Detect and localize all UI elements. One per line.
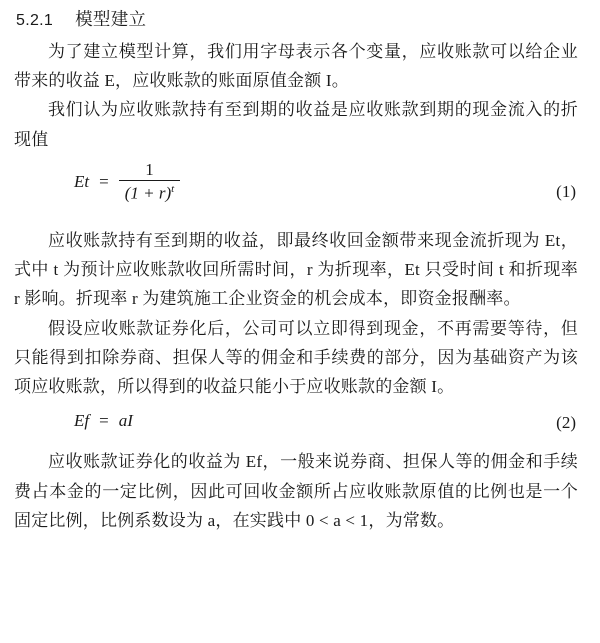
section-heading (14, 6, 578, 31)
paragraph-1: 为了建立模型计算，我们用字母表示各个变量，应收账款可以给企业带来的收益 E，应收账款的账面原值金额 I。 (14, 42, 578, 91)
paragraph-2: 我们认为应收账款持有至到期的收益是应收账款到期的现金流入的折现值 (14, 100, 578, 149)
formula-block-1 (14, 160, 578, 222)
formula-1-denominator-wrap (119, 181, 180, 203)
formula-1-lhs: Et (74, 171, 90, 191)
section-title: 模型建立 (75, 9, 147, 29)
paragraph-4: 假设应收账款证券化后，公司可以立即得到现金，不再需要等待，但只能得到扣除券商、担保人等的佣金和手续费的部分，因为基础资产为该项应收账款，所以得到的收益只能小于应收账款的金额 I。 (14, 318, 578, 397)
formula-1-fraction (119, 160, 180, 204)
formula-2-lhs: Ef (74, 411, 90, 431)
formula-1-exponent: t (171, 183, 175, 196)
formula-2-number: (2) (556, 413, 576, 433)
formula-expression-1 (74, 160, 180, 204)
formula-block-2 (14, 411, 578, 445)
formula-2-rhs: aI (118, 411, 133, 431)
formula-1-denominator: (1 + r) (124, 184, 172, 204)
formula-1-number: (1) (556, 181, 576, 201)
paragraph-5: 应收账款证券化的收益为 Ef，一般来说券商、担保人等的佣金和手续费占本金的一定比例，因此可回收金额所占应收账款原值的比例也是一个固定比例，比例系数设为 a，在实践中 0 < a < 1，为常数。 (14, 452, 578, 530)
section-number: 5.2.1 (16, 12, 54, 29)
formula-1-equals: = (99, 171, 109, 191)
paragraph-3: 应收账款持有至到期的收益，即最终收回金额带来现金流折现为 Et，式中 t 为预计应收账款收回所需时间，r 为折现率，Et 只受时间 t 和折现率 r 影响。折现率 r 为建筑施工企业资金的机会成本，即资金报酬率。 (14, 230, 578, 309)
formula-1-numerator: 1 (145, 159, 154, 179)
formula-2-equals: = (99, 411, 109, 431)
formula-expression-2 (74, 411, 133, 431)
